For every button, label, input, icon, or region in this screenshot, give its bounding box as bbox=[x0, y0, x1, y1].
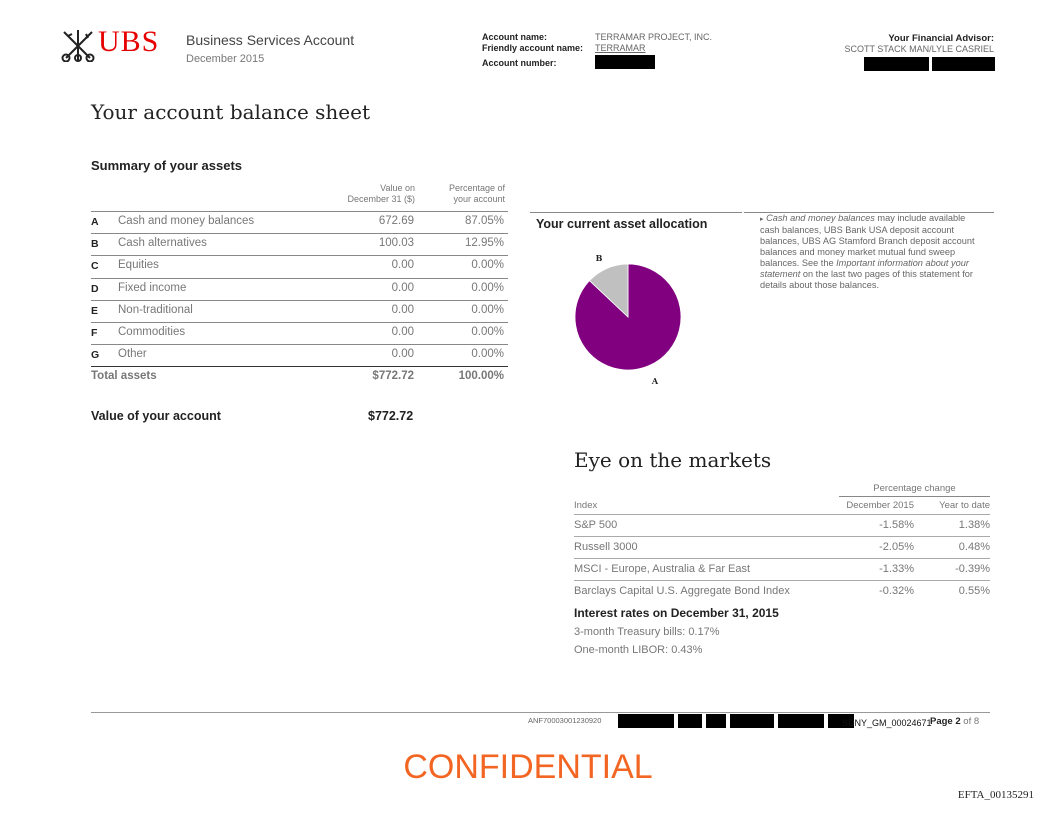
asset-letter: B bbox=[91, 238, 99, 251]
total-pct: 100.00% bbox=[458, 370, 504, 382]
market-ytd: 1.38% bbox=[958, 519, 990, 531]
bates-number: SDNY_GM_00024671 bbox=[842, 718, 932, 728]
note-bullet-icon: ▸ bbox=[760, 216, 764, 223]
statement-date: December 2015 bbox=[186, 53, 265, 65]
rates-title: Interest rates on December 31, 2015 bbox=[574, 606, 779, 620]
asset-letter: C bbox=[91, 260, 99, 273]
asset-pct: 87.05% bbox=[464, 215, 504, 227]
total-label: Total assets bbox=[91, 370, 157, 382]
asset-pct: 0.00% bbox=[471, 303, 504, 316]
asset-value: 0.00 bbox=[391, 281, 414, 294]
markets-group-head: Percentage change bbox=[873, 483, 956, 494]
market-index: Russell 3000 bbox=[574, 541, 638, 553]
asset-label: Cash and money balances bbox=[118, 215, 255, 227]
redacted-footer-4 bbox=[730, 714, 774, 728]
allocation-note: ▸ Cash and money balances may include available cash balances, UBS Bank USA deposit account balances, UBS AG Stamford Branch deposit account balances and money market mutual fund sweep balances. See the Important information about your statement on the last two pages of this statement for details about those balances. bbox=[760, 213, 975, 290]
redacted-advisor-phone-2 bbox=[932, 57, 995, 71]
market-month: -0.32% bbox=[879, 585, 914, 597]
asset-label: Non-traditional bbox=[118, 303, 193, 316]
asset-label: Other bbox=[118, 348, 147, 361]
asset-value: 0.00 bbox=[391, 259, 414, 272]
asset-value: 0.00 bbox=[391, 326, 414, 338]
redacted-footer-3 bbox=[706, 714, 726, 728]
asset-pct: 0.00% bbox=[471, 281, 504, 294]
asset-row bbox=[91, 255, 508, 278]
asset-letter: E bbox=[91, 304, 99, 317]
market-month: -1.58% bbox=[879, 519, 914, 531]
market-row bbox=[574, 514, 990, 536]
account-number-label: Account number: bbox=[482, 58, 557, 68]
redacted-advisor-phone-1 bbox=[864, 57, 929, 71]
pie-label-a: A bbox=[651, 376, 659, 386]
asset-row bbox=[91, 233, 508, 256]
total-value: $772.72 bbox=[372, 370, 414, 382]
market-index: S&P 500 bbox=[574, 519, 618, 531]
friendly-name: TERRAMAR bbox=[595, 43, 646, 53]
market-row bbox=[574, 536, 990, 558]
account-name-label: Account name: bbox=[482, 32, 548, 42]
account-value-label: Value of your account bbox=[91, 409, 221, 423]
footer-rule bbox=[91, 712, 990, 713]
advisor-name: SCOTT STACK MAN/LYLE CASRIEL bbox=[844, 44, 994, 54]
asset-row bbox=[91, 300, 508, 323]
market-index: MSCI - Europe, Australia & Far East bbox=[574, 563, 751, 575]
allocation-title: Your current asset allocation bbox=[536, 217, 708, 231]
summary-title: Summary of your assets bbox=[91, 158, 243, 173]
asset-label: Cash alternatives bbox=[118, 237, 207, 250]
market-row bbox=[574, 558, 990, 580]
asset-label: Equities bbox=[118, 259, 159, 272]
market-ytd: -0.39% bbox=[955, 563, 990, 575]
redacted-account-number bbox=[595, 55, 655, 69]
brand-name: UBS bbox=[98, 25, 160, 58]
col-value-head: Value on December 31 ($) bbox=[347, 183, 415, 204]
col-index: Index bbox=[574, 500, 598, 511]
pie-label-b: B bbox=[595, 253, 603, 263]
allocation-divider bbox=[530, 212, 742, 213]
asset-row bbox=[91, 344, 508, 367]
allocation-pie-chart bbox=[560, 250, 700, 400]
efta-number: EFTA_00135291 bbox=[957, 789, 1034, 801]
asset-letter: A bbox=[91, 216, 99, 228]
asset-row bbox=[91, 322, 508, 345]
rate-treasury: 3-month Treasury bills: 0.17% bbox=[574, 626, 720, 638]
footer-code: ANF70003001230920 bbox=[528, 716, 602, 725]
confidential-stamp: CONFIDENTIAL bbox=[403, 748, 653, 786]
asset-value: 672.69 bbox=[378, 215, 414, 227]
page-title: Your account balance sheet bbox=[91, 100, 371, 124]
asset-letter: D bbox=[91, 282, 99, 295]
redacted-footer-5 bbox=[778, 714, 824, 728]
account-value: $772.72 bbox=[368, 409, 414, 423]
redacted-footer-2 bbox=[678, 714, 702, 728]
market-row bbox=[574, 580, 990, 602]
page-indicator: Page 2 of 8 bbox=[930, 716, 980, 727]
asset-value: 0.00 bbox=[391, 303, 414, 316]
market-index: Barclays Capital U.S. Aggregate Bond Index bbox=[574, 585, 790, 597]
keys-logo-icon bbox=[60, 28, 96, 62]
asset-pct: 0.00% bbox=[471, 326, 504, 338]
asset-pct: 12.95% bbox=[464, 237, 504, 250]
markets-head-row bbox=[574, 500, 990, 514]
markets-title: Eye on the markets bbox=[574, 448, 772, 472]
col-month: December 2015 bbox=[846, 500, 914, 511]
account-value-row bbox=[91, 409, 421, 423]
redacted-footer-1 bbox=[618, 714, 674, 728]
asset-label: Commodities bbox=[118, 326, 186, 338]
col-ytd: Year to date bbox=[939, 500, 990, 511]
asset-value: 100.03 bbox=[378, 237, 414, 250]
asset-pct: 0.00% bbox=[471, 259, 504, 272]
asset-pct: 0.00% bbox=[471, 348, 504, 361]
market-ytd: 0.48% bbox=[958, 541, 990, 553]
friendly-name-label: Friendly account name: bbox=[482, 43, 584, 53]
asset-row bbox=[91, 211, 508, 234]
asset-label: Fixed income bbox=[118, 281, 187, 294]
account-type-title: Business Services Account bbox=[186, 32, 355, 48]
total-assets-row bbox=[91, 366, 508, 389]
col-pct-head: Percentage of your account bbox=[448, 183, 505, 204]
market-month: -2.05% bbox=[879, 541, 914, 553]
market-ytd: 0.55% bbox=[958, 585, 990, 597]
asset-letter: G bbox=[91, 349, 100, 362]
rate-libor: One-month LIBOR: 0.43% bbox=[574, 644, 703, 656]
asset-value: 0.00 bbox=[391, 348, 414, 361]
ubs-logo bbox=[60, 25, 160, 64]
account-name: TERRAMAR PROJECT, INC. bbox=[595, 32, 713, 42]
asset-row bbox=[91, 278, 508, 301]
advisor-label: Your Financial Advisor: bbox=[888, 33, 994, 44]
asset-letter: F bbox=[91, 327, 98, 339]
market-month: -1.33% bbox=[879, 563, 914, 575]
